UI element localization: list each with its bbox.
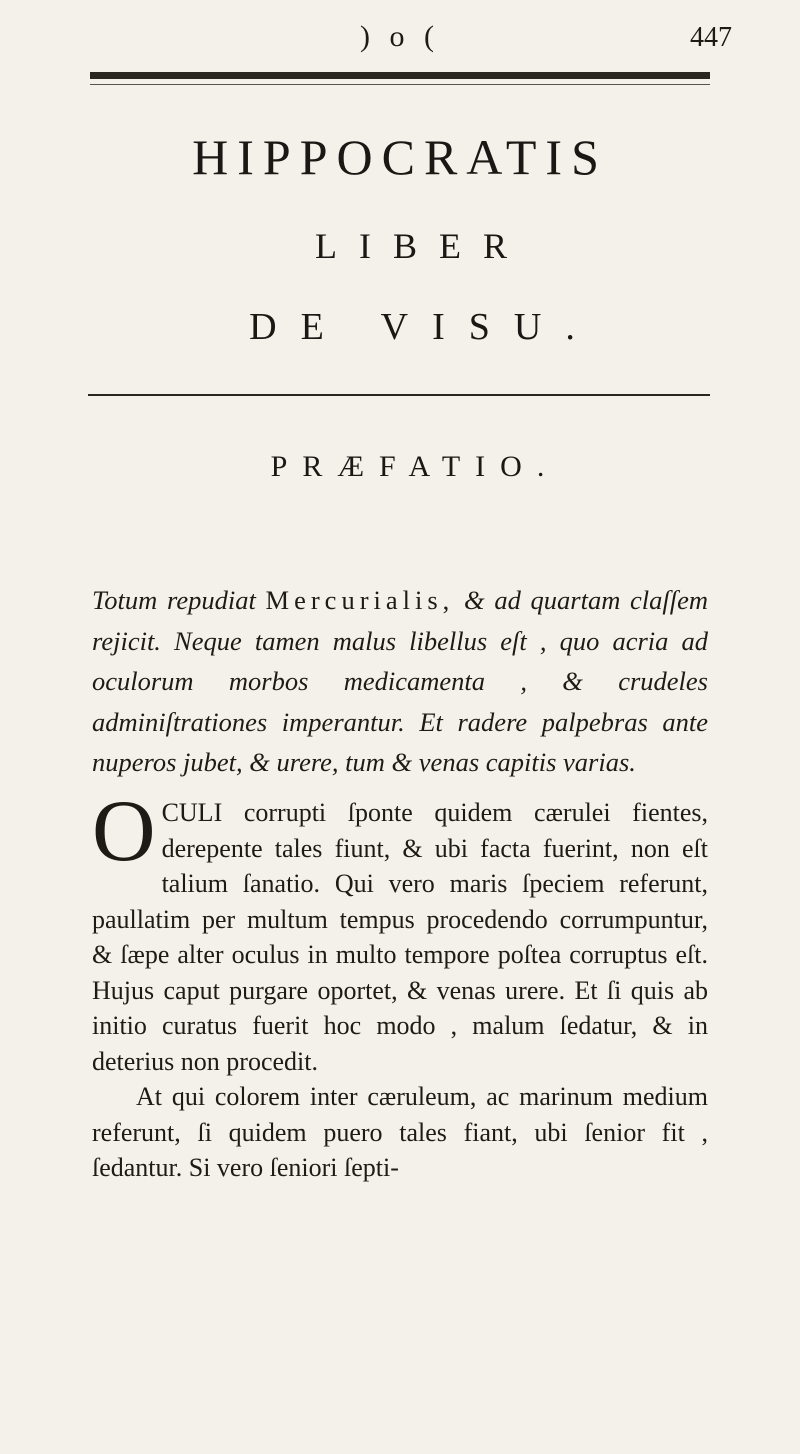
paragraph-2: At qui colorem inter cæruleum, ac marinum medium referunt, ſi quidem puero tales fiant, ubi ſenior fit , ſedantur. Si vero ſeniori ſepti- — [92, 1082, 708, 1182]
argument-lead: Totum repudiat — [92, 585, 256, 615]
book-title-liber: LIBER — [315, 226, 529, 266]
argument-name: Mercurialis, — [265, 585, 455, 615]
paragraph-1-text: CULI corrupti ſponte quidem cærulei fientes, derepente tales fiunt, & ubi facta fuerint, non eſt talium ſanatio. Qui vero maris ſpeciem referunt, paullatim per multum tempus procedendo corrumpuntur, & ſæpe alter oculus in multo tempore poſtea corruptus eſt. Hujus caput purgare oportet, & venas urere. Et ſi quis ab initio curatus fuerit hoc modo , malum ſedatur, & in deterius non procedit. — [92, 798, 708, 1076]
title-divider-rule — [88, 394, 710, 396]
section-heading: PRÆFATIO. — [270, 450, 560, 483]
book-title-author: HIPPOCRATIS — [192, 129, 608, 185]
running-head — [0, 20, 800, 60]
paragraph-1 — [92, 783, 708, 1079]
drop-cap: O — [92, 783, 156, 880]
argument-italic — [92, 580, 708, 783]
page-number: 447 — [690, 22, 732, 53]
main-text — [92, 783, 708, 1186]
header-rule-thin — [90, 84, 710, 85]
book-title-subject: DE VISU. — [249, 306, 599, 348]
header-rule — [90, 72, 710, 79]
running-head-ornament: ) o ( — [360, 20, 440, 53]
argument-rest: & ad quartam claſſem rejicit. Neque tamen malus libellus eſt , quo acria ad oculorum morbos medicamenta , & crudeles adminiſtrationes imperantur. Et radere palpebras ante nuperos jubet, & urere, tum & venas capitis varias. — [92, 585, 709, 777]
